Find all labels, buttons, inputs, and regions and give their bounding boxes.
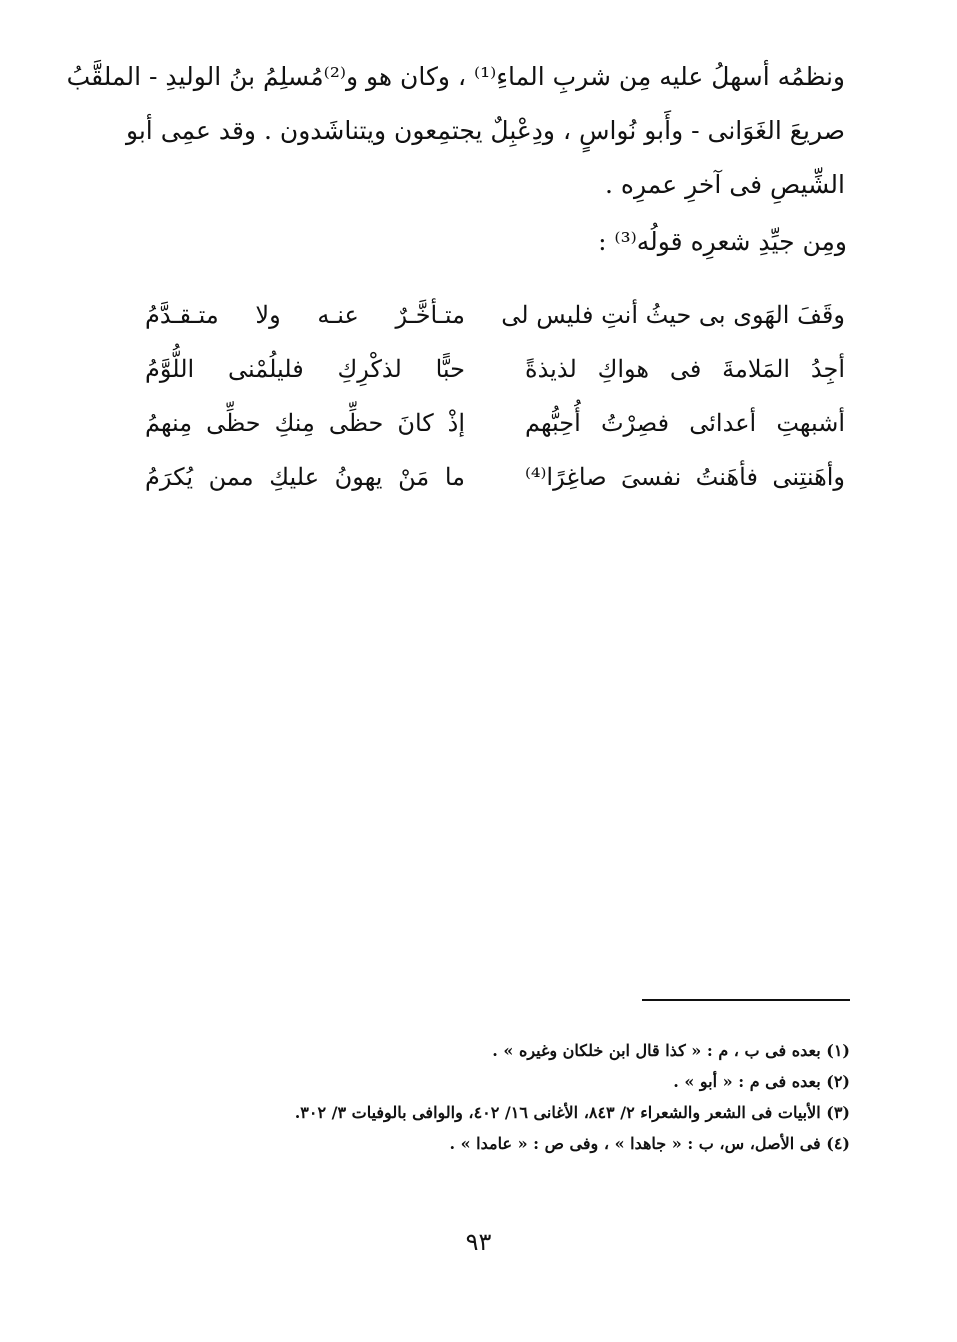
paragraph-line-1: ونظمُه أسهلُ عليه مِن شربِ الماءِ⁽¹⁾ ، وكان هو و⁽²⁾مُسلِمُ بنُ الوليدِ - الملقَّبُ bbox=[66, 62, 845, 91]
verse-2 bbox=[145, 342, 845, 396]
verses-intro: ومِن جيِّدِ شعرِه قولُه⁽³⁾ : bbox=[598, 227, 847, 256]
page-number: ٩٣ bbox=[465, 1228, 492, 1256]
verse-first-hemistich: وقَفَ الهَوى بى حيثُ أنتِ فليس لى bbox=[501, 301, 845, 329]
paragraph-line-3: الشِّيصِ فى آخرِ عمرِه . bbox=[604, 170, 845, 199]
verse-4 bbox=[145, 450, 845, 504]
verse-second-hemistich: حبًّا لذكْرِكِ فليلُمْنى اللُّوَّمُ bbox=[145, 355, 465, 383]
footnotes bbox=[295, 1035, 850, 1159]
paragraph-line-2: صريعَ الغَوَانى - وأَبو نُواسٍ ، ودِعْبِلٌ يجتمِعون ويتناشَدون . وقد عمِى أبو bbox=[125, 116, 845, 145]
footnote-separator bbox=[642, 999, 850, 1001]
verse-1 bbox=[145, 288, 845, 342]
verse-3 bbox=[145, 396, 845, 450]
verse-first-hemistich: أجِدُ المَلامةَ فى هواكِ لذيذةً bbox=[525, 355, 845, 383]
verse-first-hemistich: أشبهتِ أعدائى فصِرْتُ أُحِبُّهم bbox=[525, 409, 845, 437]
footnote-2: (٢) بعده فى م : « أبو » . bbox=[673, 1072, 850, 1091]
footnote-3: (٣) الأبيات فى الشعر والشعراء ٢/ ٨٤٣، الأغانى ١٦/ ٤٠٢، والوافى بالوفيات ٣/ ٣٠٢. bbox=[294, 1103, 850, 1122]
body-paragraph bbox=[66, 50, 845, 212]
verse-second-hemistich: ما مَنْ يهونُ عليكِ ممن يُكرَمُ bbox=[145, 463, 465, 491]
footnote-4: (٤) فى الأصل، س، ب : « جاهدا » ، وفى ص : « عامدا » . bbox=[449, 1134, 850, 1153]
verse-second-hemistich: متـأخَّـرٌ عنـه ولا متـقـدَّمُ bbox=[145, 301, 465, 329]
poem bbox=[145, 288, 845, 504]
verse-second-hemistich: إذْ كانَ حظِّى مِنكِ حظِّى مِنهمُ bbox=[145, 409, 465, 437]
verse-first-hemistich: وأهَنتِنى فأهَنتُ نفسىَ صاغِرًا⁽⁴⁾ bbox=[525, 463, 845, 491]
footnote-1: (١) بعده فى ب ، م : « كذا قال ابن خلكان وغيره » . bbox=[492, 1041, 850, 1060]
